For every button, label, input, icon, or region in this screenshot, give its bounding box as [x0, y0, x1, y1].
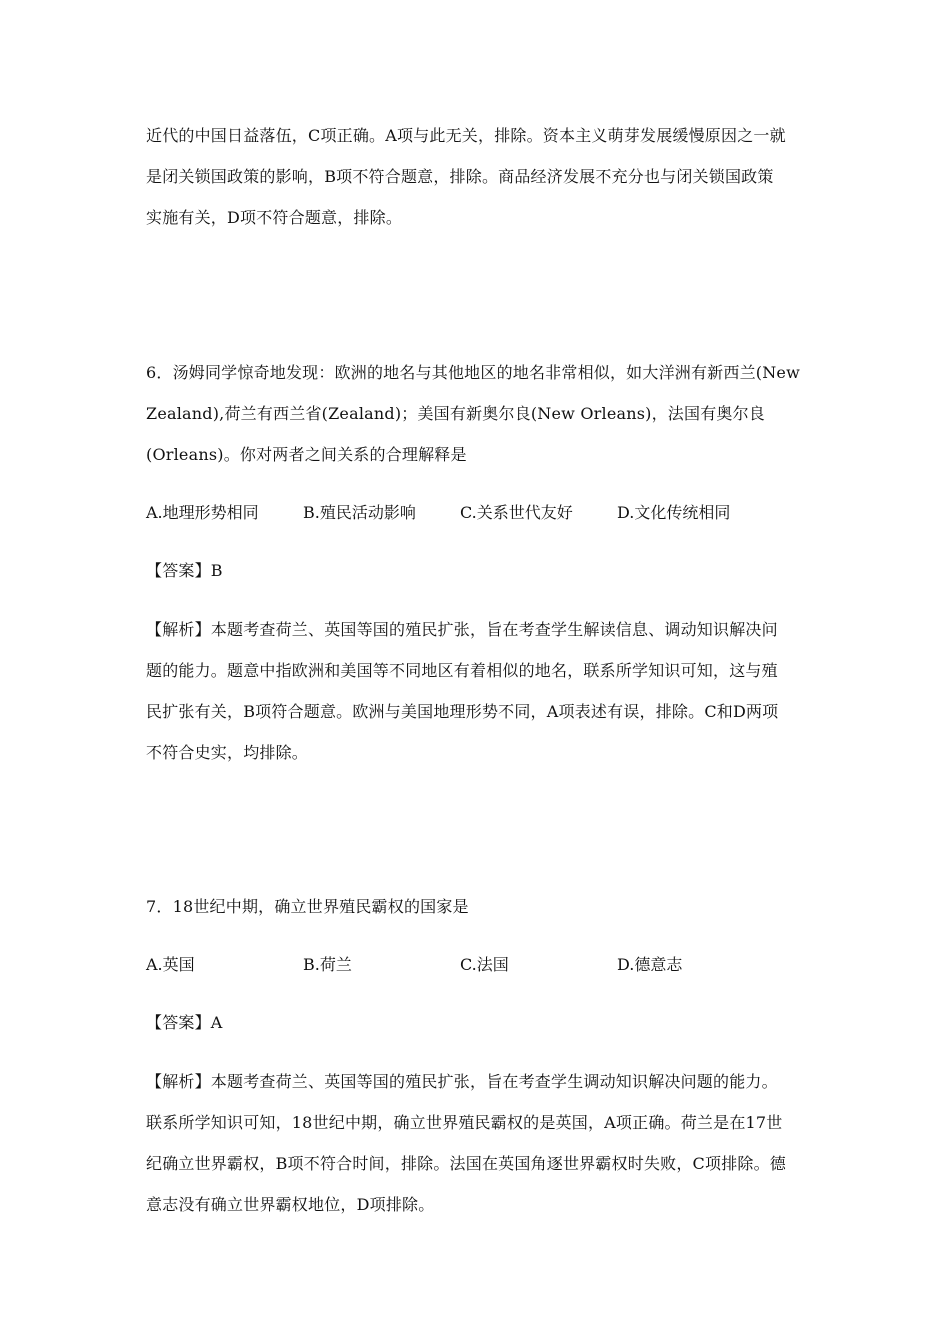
- q6-analysis-line-1: 【解析】本题考查荷兰、英国等国的殖民扩张，旨在考查学生解读信息、调动知识解决问: [146, 620, 778, 639]
- q6-option-c: C.关系世代友好: [460, 503, 573, 522]
- q6-option-d: D.文化传统相同: [617, 503, 731, 522]
- q7-analysis-line-1: 【解析】本题考查荷兰、英国等国的殖民扩张，旨在考查学生调动知识解决问题的能力。: [146, 1072, 778, 1091]
- q7-stem-line-1: 7．18世纪中期，确立世界殖民霸权的国家是: [146, 897, 469, 916]
- intro-line-2: 是闭关锁国政策的影响，B项不符合题意，排除。商品经济发展不充分也与闭关锁国政策: [146, 167, 774, 186]
- q6-answer: 【答案】B: [146, 561, 223, 580]
- q6-option-b: B.殖民活动影响: [303, 503, 416, 522]
- q7-option-a: A.英国: [146, 955, 195, 974]
- q6-analysis-line-4: 不符合史实，均排除。: [146, 743, 309, 762]
- q7-analysis-line-3: 纪确立世界霸权，B项不符合时间，排除。法国在英国角逐世界霸权时失败，C项排除。德: [146, 1154, 787, 1173]
- q6-option-a: A.地理形势相同: [146, 503, 259, 522]
- q7-analysis-line-2: 联系所学知识可知，18世纪中期，确立世界殖民霸权的是英国，A项正确。荷兰是在17世: [146, 1113, 783, 1132]
- q7-option-d: D.德意志: [617, 955, 683, 974]
- q6-analysis-line-3: 民扩张有关，B项符合题意。欧洲与美国地理形势不同，A项表述有误，排除。C和D两项: [146, 702, 779, 721]
- q6-stem-line-3: (Orleans)。你对两者之间关系的合理解释是: [146, 445, 467, 464]
- q7-option-b: B.荷兰: [303, 955, 352, 974]
- q7-option-c: C.法国: [460, 955, 509, 974]
- intro-line-1: 近代的中国日益落伍，C项正确。A项与此无关，排除。资本主义萌芽发展缓慢原因之一就: [146, 126, 786, 145]
- q6-stem-line-2: Zealand),荷兰有西兰省(Zealand)；美国有新奥尔良(New Orleans)，法国有奥尔良: [146, 404, 766, 423]
- q7-answer: 【答案】A: [146, 1013, 223, 1032]
- q6-stem-line-1: 6．汤姆同学惊奇地发现：欧洲的地名与其他地区的地名非常相似，如大洋洲有新西兰(New: [146, 363, 800, 382]
- q7-analysis-line-4: 意志没有确立世界霸权地位，D项排除。: [146, 1195, 435, 1214]
- intro-line-3: 实施有关，D项不符合题意，排除。: [146, 208, 403, 227]
- q6-analysis-line-2: 题的能力。题意中指欧洲和美国等不同地区有着相似的地名，联系所学知识可知，这与殖: [146, 661, 778, 680]
